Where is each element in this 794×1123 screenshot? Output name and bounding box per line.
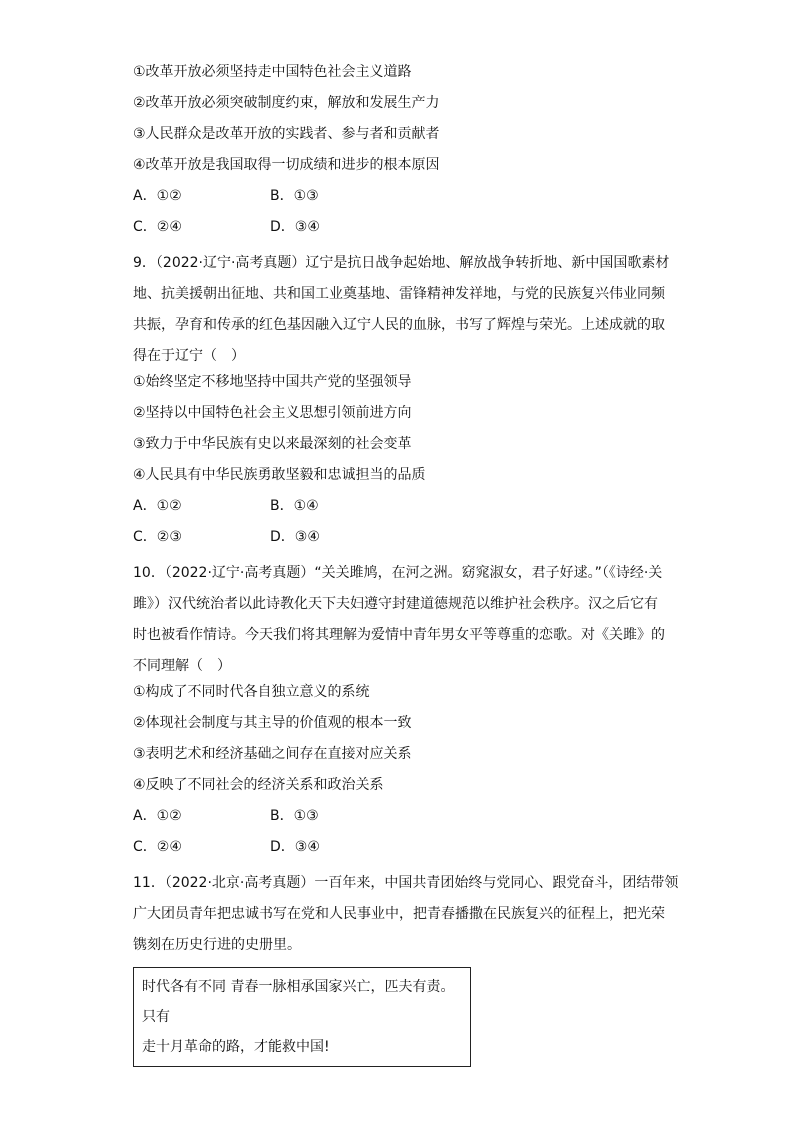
q10-options-row-2: [133, 837, 673, 868]
q10-option-b[interactable]: B．①③: [270, 808, 319, 824]
q11-box-line-1: 时代各有不同 青春一脉相承国家兴亡，匹夫有责。只有: [142, 979, 455, 1025]
q10-stem-line-1: 10．（2022·辽宁·高考真题）“关关雎鸠，在河之洲。窈窕淑女，君子好逑。”（《诗经·关: [133, 565, 663, 581]
q8-item-1: ①改革开放必须坚持走中国特色社会主义道路: [133, 64, 412, 80]
q11-stem-line-1: 11．（2022·北京·高考真题）一百年来，中国共青团始终与党同心、跟党奋斗，团结带领: [133, 875, 679, 891]
q8-item-3: ③人民群众是改革开放的实践者、参与者和贡献者: [133, 126, 440, 142]
q8-item-4: ④改革开放是我国取得一切成绩和进步的根本原因: [133, 157, 440, 173]
q9-stem-line-4: 得在于辽宁（ ）: [133, 348, 245, 364]
q8-option-d[interactable]: D．③④: [270, 219, 320, 235]
q10-item-4: ④反映了不同社会的经济关系和政治关系: [133, 777, 384, 793]
q9-item-4: ④人民具有中华民族勇敢坚毅和忠诚担当的品质: [133, 467, 426, 483]
q10-stem-line-2: 雎》）汉代统治者以此诗教化天下夫妇遵守封建道德规范以维护社会秩序。汉之后它有: [133, 596, 658, 612]
q11-box-line-2: 走十月革命的路，才能救中国!: [142, 1039, 330, 1055]
q9-option-a[interactable]: A．①②: [133, 498, 182, 514]
q9-option-b[interactable]: B．①④: [270, 498, 319, 514]
q9-item-3: ③致力于中华民族有史以来最深刻的社会变革: [133, 436, 412, 452]
q9-option-c[interactable]: C．②③: [133, 529, 182, 545]
q10-stem-line-3: 时也被看作情诗。今天我们将其理解为爱情中青年男女平等尊重的恋歌。对《关雎》的: [133, 627, 665, 643]
q9-stem: [133, 248, 673, 372]
q8-item-2: ②改革开放必须突破制度约束，解放和发展生产力: [133, 95, 440, 111]
q9-item-2: ②坚持以中国特色社会主义思想引领前进方向: [133, 405, 412, 421]
q10-stem: [133, 558, 673, 682]
q10-item-3: ③表明艺术和经济基础之间存在直接对应关系: [133, 746, 412, 762]
q9-item-1: ①始终坚定不移地坚持中国共产党的坚强领导: [133, 374, 412, 390]
q9-option-d[interactable]: D．③④: [270, 529, 320, 545]
q11-quote-box: [133, 967, 471, 1067]
q10-item-2: ②体现社会制度与其主导的价值观的根本一致: [133, 715, 412, 731]
q9-stem-line-1: 9．（2022·辽宁·高考真题）辽宁是抗日战争起始地、解放战争转折地、新中国国歌素材: [133, 255, 670, 271]
exam-page: [133, 62, 679, 1067]
q11-stem: [133, 868, 679, 961]
q9-stem-line-3: 共振，孕育和传承的红色基因融入辽宁人民的血脉，书写了辉煌与荣光。上述成就的取: [133, 317, 665, 333]
q10-options-row-1: [133, 806, 673, 837]
q10-items: [133, 682, 673, 806]
q11-stem-line-2: 广大团员青年把忠诚书写在党和人民事业中，把青春播撒在民族复兴的征程上，把光荣: [133, 906, 665, 922]
q8-option-c[interactable]: C．②④: [133, 219, 182, 235]
q9-items: [133, 372, 673, 496]
q10-stem-line-4: 不同理解（ ）: [133, 658, 231, 674]
q8-option-a[interactable]: A．①②: [133, 188, 182, 204]
q10-option-a[interactable]: A．①②: [133, 808, 182, 824]
q9-stem-line-2: 地、抗美援朝出征地、共和国工业奠基地、雷锋精神发祥地，与党的民族复兴伟业同频: [133, 286, 665, 302]
q11-stem-line-3: 镌刻在历史行进的史册里。: [133, 937, 301, 953]
q10-option-c[interactable]: C．②④: [133, 839, 182, 855]
q10-item-1: ①构成了不同时代各自独立意义的系统: [133, 684, 370, 700]
q8-options-row-2: [133, 217, 673, 248]
q8-items: [133, 62, 673, 186]
q10-option-d[interactable]: D．③④: [270, 839, 320, 855]
q9-options-row-2: [133, 527, 673, 558]
q9-options-row-1: [133, 496, 673, 527]
q8-options-row-1: [133, 186, 673, 217]
q8-option-b[interactable]: B．①③: [270, 188, 319, 204]
